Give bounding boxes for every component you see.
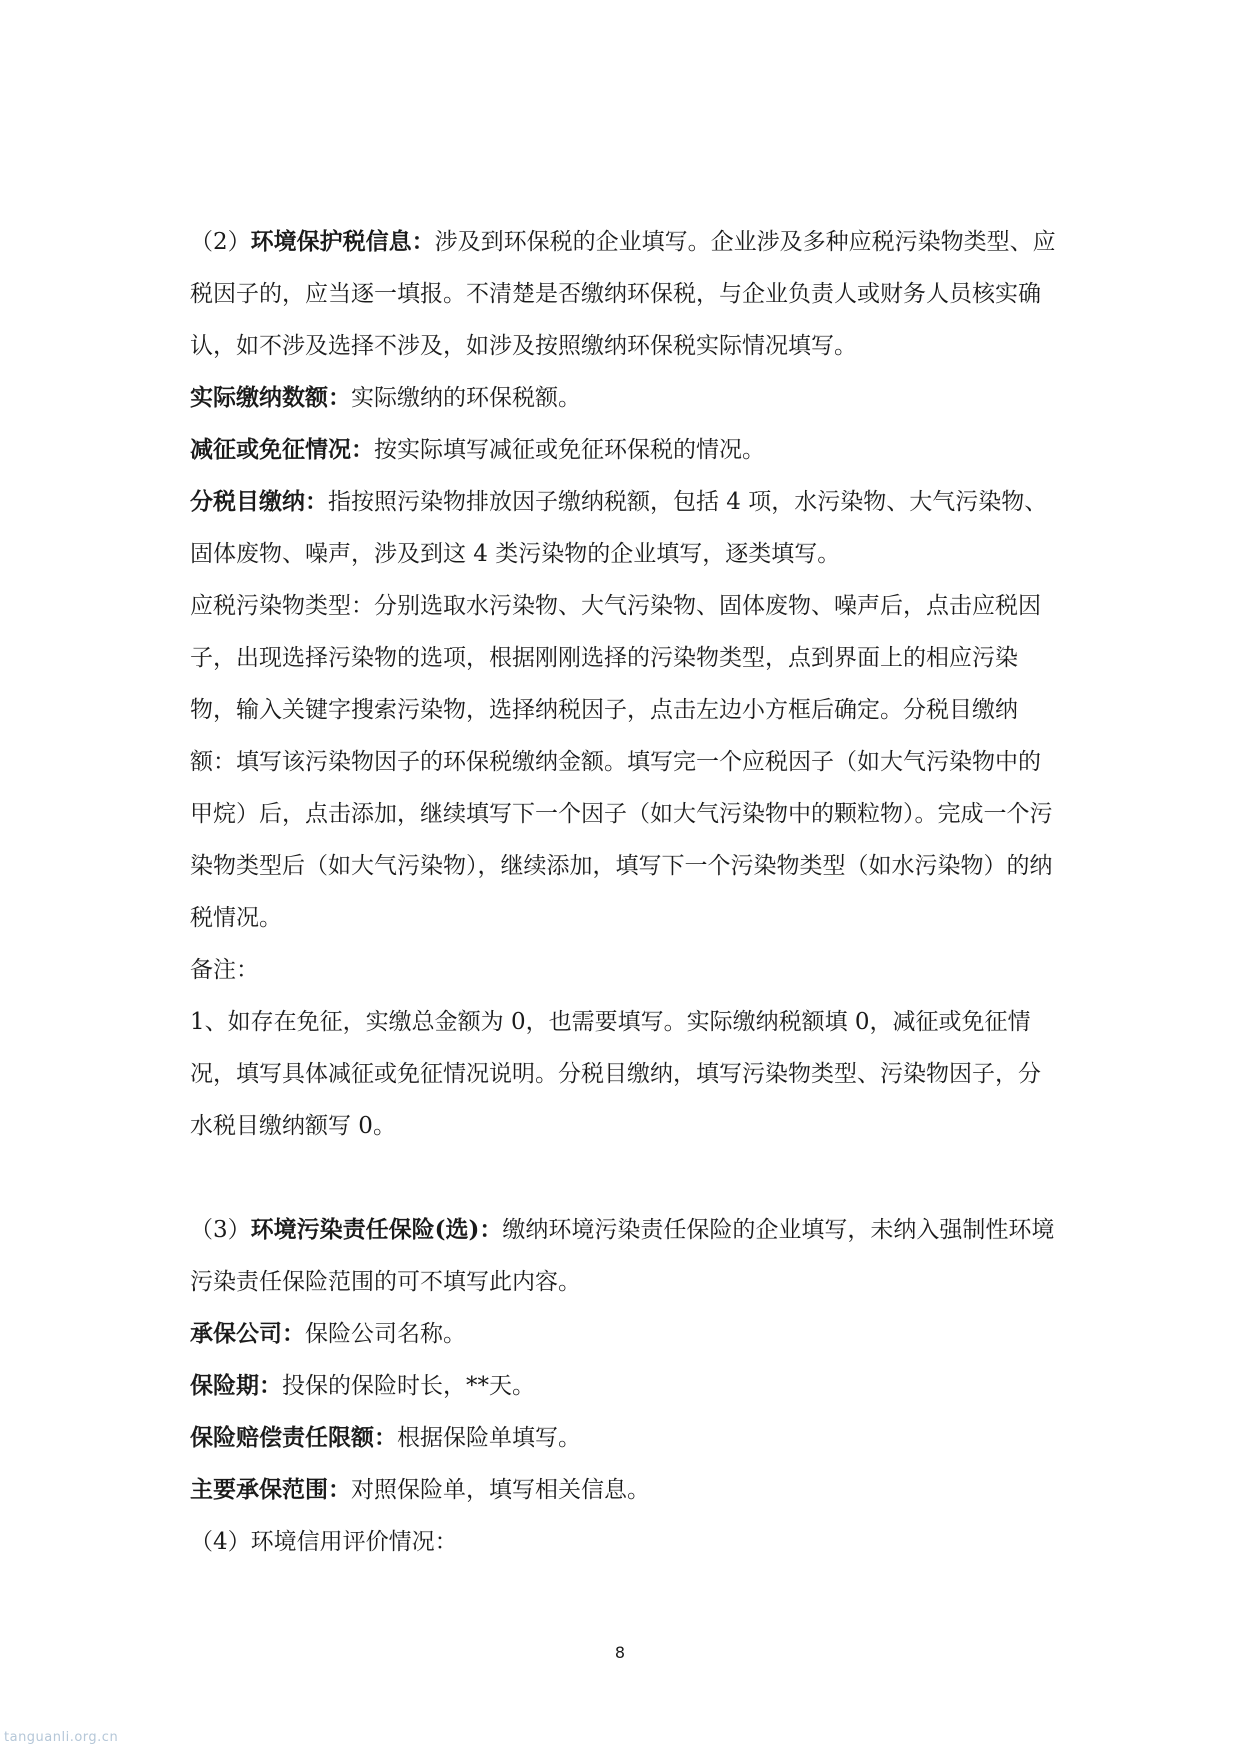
reduction-paragraph: 减征或免征情况：按实际填写减征或免征环保税的情况。 bbox=[190, 436, 765, 463]
section-2-paragraph: （2）环境保护税信息：涉及到环保税的企业填写。企业涉及多种应税污染物类型、应税因子的，应当逐一填报。不清楚是否缴纳环保税，与企业负责人或财务人员核实确认，如不涉及选择不涉及，如涉及按照缴纳环保税实际情况填写。 bbox=[190, 228, 1056, 359]
actual-paid-paragraph: 实际缴纳数额：实际缴纳的环保税额。 bbox=[190, 384, 581, 411]
section-3-paragraph: （3）环境污染责任保险(选)：缴纳环境污染责任保险的企业填写，未纳入强制性环境污染责任保险范围的可不填写此内容。 bbox=[190, 1216, 1055, 1295]
by-item-paragraph: 分税目缴纳：指按照污染物排放因子缴纳税额，包括 4 项，水污染物、大气污染物、固体废物、噪声，涉及到这 4 类污染物的企业填写，逐类填写。 bbox=[190, 488, 1048, 567]
page-number: 8 bbox=[614, 1643, 626, 1662]
pollutant-type-paragraph: 应税污染物类型：分别选取水污染物、大气污染物、固体废物、噪声后，点击应税因子，出现选择污染物的选项，根据刚刚选择的污染物类型，点到界面上的相应污染物，输入关键字搜索污染物，选择纳税因子，点击左边小方框后确定。分税目缴纳额：填写该污染物因子的环保税缴纳金额。填写完一个应税因子（如大气污染物中的甲烷）后，点击添加，继续填写下一个因子（如大气污染物中的颗粒物）。完成一个污染物类型后（如大气污染物），继续添加，填写下一个污染物类型（如水污染物）的纳税情况。 bbox=[190, 593, 1053, 931]
reduction-label: 减征或免征情况： bbox=[190, 436, 374, 463]
section-2-heading: 环境保护税信息： bbox=[250, 228, 435, 255]
scope-paragraph: 主要承保范围：对照保险单，填写相关信息。 bbox=[190, 1476, 650, 1503]
limit-paragraph: 保险赔偿责任限额：根据保险单填写。 bbox=[190, 1424, 581, 1451]
period-label: 保险期： bbox=[190, 1372, 282, 1399]
insurer-label: 承保公司： bbox=[190, 1320, 305, 1347]
document-body bbox=[190, 216, 1060, 1568]
limit-label: 保险赔偿责任限额： bbox=[190, 1424, 397, 1451]
remark-item-1: 1、如存在免征，实缴总金额为 0，也需要填写。实际缴纳税额填 0，减征或免征情况，填写具体减征或免征情况说明。分税目缴纳，填写污染物类型、污染物因子，分水税目缴纳额写 0。 bbox=[190, 1009, 1041, 1139]
remark-title: 备注： bbox=[190, 957, 259, 983]
watermark: tanguanli.org.cn bbox=[4, 1730, 119, 1745]
insurer-paragraph: 承保公司：保险公司名称。 bbox=[190, 1320, 466, 1347]
actual-paid-label: 实际缴纳数额： bbox=[190, 384, 351, 411]
section-3-heading: 环境污染责任保险(选)： bbox=[250, 1216, 503, 1243]
period-paragraph: 保险期：投保的保险时长，**天。 bbox=[190, 1372, 535, 1399]
by-item-label: 分税目缴纳： bbox=[190, 488, 328, 515]
scope-label: 主要承保范围： bbox=[190, 1476, 351, 1503]
section-4-heading: （4）环境信用评价情况： bbox=[190, 1529, 458, 1555]
